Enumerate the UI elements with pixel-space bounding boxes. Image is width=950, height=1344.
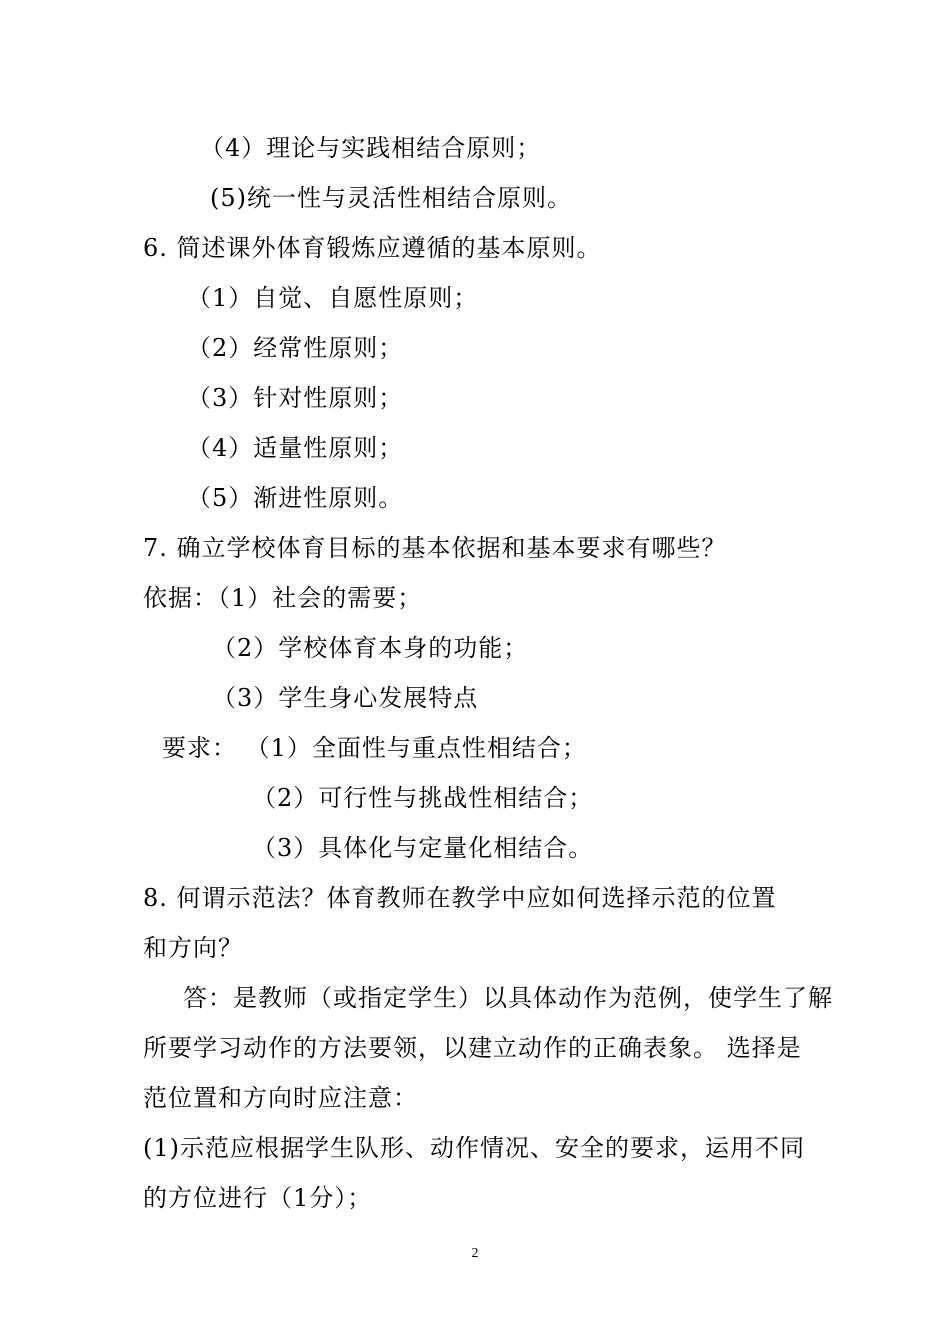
basis-line-3: （3）学生身心发展特点	[212, 684, 479, 712]
text-line-6: （3）针对性原则；	[187, 384, 404, 412]
basis-line-1: 依据：（1）社会的需要；	[143, 584, 423, 612]
question-6: 6. 简述课外体育锻炼应遵循的基本原则。	[143, 234, 602, 262]
text-line-1: （4）理论与实践相结合原则；	[200, 134, 542, 162]
text-line-7: （4）适量性原则；	[187, 434, 404, 462]
answer-line-2: 所要学习动作的方法要领，以建立动作的正确表象。 选择是	[143, 1034, 802, 1062]
answer-line-5: 的方位进行（1分）；	[143, 1184, 373, 1212]
answer-line-3: 范位置和方向时应注意：	[143, 1084, 418, 1112]
requirement-line-3: （3）具体化与定量化相结合。	[252, 834, 594, 862]
text-line-8: （5）渐进性原则。	[187, 484, 404, 512]
question-8: 8. 何谓示范法？体育教师在教学中应如何选择示范的位置	[143, 884, 777, 912]
text-line-2: (5)统一性与灵活性相结合原则。	[210, 184, 572, 212]
page-number: 2	[471, 1246, 479, 1261]
answer-line-1: 答：是教师（或指定学生）以具体动作为范例，使学生了解	[183, 984, 833, 1012]
basis-line-2: （2）学校体育本身的功能；	[212, 634, 529, 662]
requirement-line-2: （2）可行性与挑战性相结合；	[252, 784, 594, 812]
text-line-5: （2）经常性原则；	[187, 334, 404, 362]
answer-line-4: (1)示范应根据学生队形、动作情况、安全的要求，运用不同	[143, 1134, 805, 1162]
question-8-cont: 和方向？	[143, 934, 243, 962]
question-7: 7. 确立学校体育目标的基本依据和基本要求有哪些？	[143, 534, 727, 562]
requirement-line-1: 要求： （1）全面性与重点性相结合；	[162, 734, 587, 762]
text-line-4: （1）自觉、自愿性原则；	[187, 284, 479, 312]
